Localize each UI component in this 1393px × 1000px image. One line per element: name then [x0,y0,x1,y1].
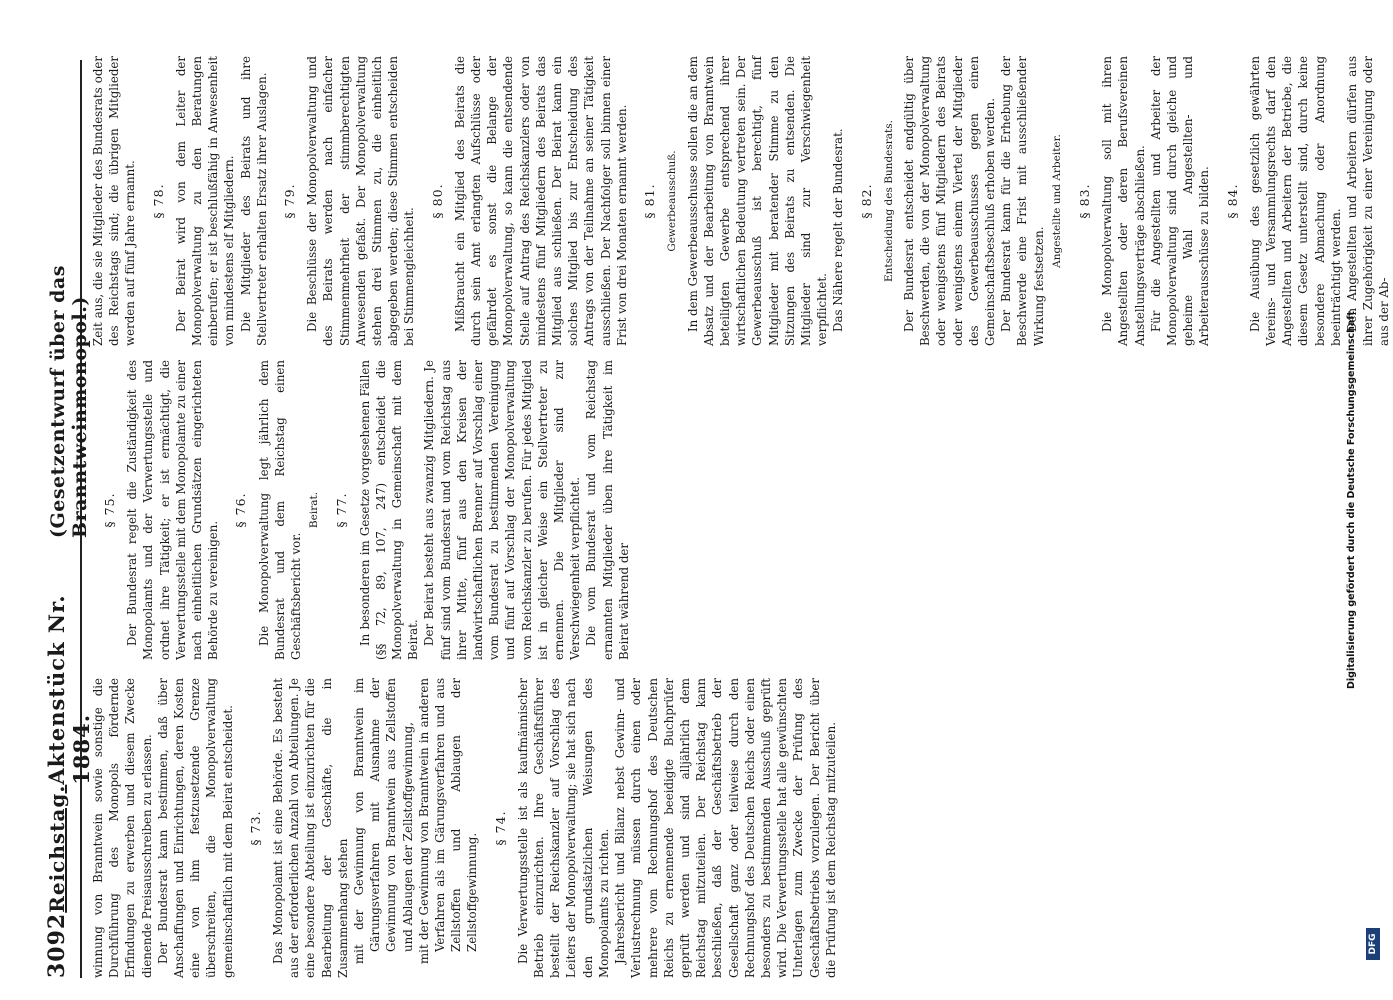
section-heading: § 81. [642,183,658,219]
paragraph: Zeit aus, die sie Mitglieder des Bundesrats oder des Reichstags sind; die übrigen Mitglieder werden auf fünf Jahre ernannt. [91,56,138,346]
section-heading: § 74. [492,810,508,846]
section-heading: § 79. [282,183,298,219]
subheading: Gewerbeausschuß. [666,150,679,252]
paragraph: Die Ausübung des gesetzlich gewährten Vereins- und Versammlungsrechts darf den Angestellten und Arbeitern der Betriebe, die diesem Gesetz unterstellt sind, durch keine besondere Abmachung oder Anordnung beeinträchtigt werden. [1247,56,1343,346]
header-reichstag: Reichstag. [45,784,69,913]
page-number: 3092 [44,912,70,978]
paragraph: Die Monopolverwaltung legt jährlich dem Bundesrat und dem Reichstag einen Geschäftsbericht vor. [256,360,304,660]
paragraph: Jahresbericht und Bilanz nebst Gewinn- und Verlustrechnung müssen durch einen oder mehrere vom Rechnungshof des Deutschen Reichs zu ernennende beeidigte Buchprüfer geprüft werden und sind alljährlich dem Reichstag mitzuteilen. Der Reichstag kann beschließen, daß der Geschäftsbetrieb der Gesellschaft ganz oder teilweise durch den Rechnungshof des Deutschen Reichs oder einen besonders zu bestimmenden Ausschuß geprüft wird. Die Verwertungsstelle hat alle gewünschten Unterlagen zum Zwecke der Prüfung des Geschäftsbetriebs vorzulegen. Der Bericht über die Prüfung ist dem Reichstag mitzuteilen. [613,678,838,978]
paragraph: Die vom Bundesrat und vom Reichstag ernannten Mitglieder üben ihre Tätigkeit im Beirat während der [584,360,631,660]
header-title: Aktenstück Nr. 1884. [44,594,94,785]
paragraph: Die Mitglieder des Beirats und ihre Stellvertreter erhalten Ersatz ihrer Auslagen. [238,56,269,346]
subheading: Angestellte und Arbeiter. [1050,134,1063,268]
section-heading: § 77. [334,492,350,528]
paragraph: Der Bundesrat kann für die Erhebung der Beschwerde eine Frist mit ausschließender Wirkung festsetzen. [999,56,1046,346]
subheading: Beirat. [308,491,321,529]
section-heading: § 82. [858,183,874,219]
section-heading: § 73. [247,810,263,846]
subheading: Entscheidung des Bundesrats. [882,120,895,283]
section-heading: § 75. [102,492,117,528]
paragraph: Die Monopolverwaltung soll mit ihren Angestellten oder deren Berufsvereinen Anstellungsverträge abschließen. [1100,56,1147,346]
paragraph: Der Beirat wird von dem Leiter der Monopolverwaltung zu den Beratungen einberufen; er ist beschlußfähig in Anwesenheit von mindestens elf Mitgliedern. [173,56,237,346]
section-heading: § 78. [150,183,166,219]
digitization-credit: Digitalisierung gefördert durch die Deutsche Forschungsgemeinschaft [1346,311,1357,689]
paragraph: winnung von Branntwein sowie sonstige die Durchführung des Monopols fördernde Erfindungen zu erwerben und diesem Zwecke dienende Preisausschreiben zu erlassen. [91,678,154,978]
page-header [44,60,94,978]
paragraph: In besonderen im Gesetze vorgesehenen Fällen (§§ 72, 89, 107, 247) entscheidet die Monopolverwaltung in Gemeinschaft mit dem Beirat. [357,360,421,660]
section-heading: § 76. [233,492,249,528]
section-heading: § 84. [1224,183,1240,219]
paragraph: In dem Gewerbeausschusse sollen die an dem Absatz und der Bearbeitung von Branntwein beteiligten Gewerbe entsprechend ihrer wirtschaftlichen Bedeutung vertreten sein. Der Gewerbeausschuß ist berechtigt, fünf Mitglieder mit beratender Stimme zu den Sitzungen des Beirats zu entsenden. Die Mitglieder sind zur Verschwiegenheit verpflichtet. [685,56,830,346]
dfg-logo: DFG [1366,928,1380,960]
paragraph: Der Bundesrat regelt die Zuständigkeit des Monopolamts und der Verwertungsstelle und ordnet ihre Tätigkeit; er ist ermächtigt, die Verwertungsstelle mit dem Monopolamte zu einer nach einheitlichen Grundsätzen eingerichteten Behörde zu vereinigen. [125,360,221,660]
paragraph: Der Bundesrat entscheidet endgültig über Beschwerden, die von der Monopolverwaltung oder wenigstens fünf Mitgliedern des Beirats oder wenigstens einem Viertel der Mitglieder des Gewerbeausschusses gegen einen Gemeinschaftsbeschluß erhoben werden. [901,56,997,346]
header-subtitle: (Gesetzentwurf über das Branntweinmonopol.) [47,265,91,538]
paragraph: Den Angestellten und Arbeitern dürfen aus ihrer Zugehörigkeit zu einer Vereinigung oder aus der Ab- [1345,56,1392,346]
section-heading: § 80. [429,183,445,219]
paragraph: Mißbraucht ein Mitglied des Beirats die durch sein Amt erlangten Aufschlüsse oder gefährdet es sonst die Belange der Monopolverwaltung, so kann die entsendende Stelle auf Antrag des Reichskanzlers oder von mindestens fünf Mitgliedern des Beirats das Mitglied aus schließen. Der Beirat kann ein solches Mitglied bis zur Entscheidung des Antrags von der Teilnahme an seiner Tätigkeit ausschließen. Der Nachfolger soll binnen einer Frist von drei Monaten ernannt werden. [452,56,629,346]
paragraph: Das Monopolamt ist eine Behörde. Es besteht aus der erforderlichen Anzahl von Abteilungen. Je eine besondere Abteilung ist einzurichten für die Bearbeitung der Geschäfte, die in Zusammenhang stehen [271,678,350,978]
text-column-1 [90,678,1270,978]
text-column-2 [90,360,1270,660]
paragraph: Das Nähere regelt der Bundesrat. [831,128,846,332]
list-item: mit der Gewinnung von Branntwein in anderen Verfahren als im Gärungsverfahren und aus Zellstoffen und Ablaugen der Zellstoffgewinnung. [416,678,480,964]
list-item: mit der Gewinnung von Branntwein im Gärungsverfahren mit Ausnahme der Gewinnung von Branntwein aus Zellstoffen und Ablaugen der Zellstoffgewinnung, [352,678,415,964]
paragraph: Für die Angestellten und Arbeiter der Monopolverwaltung sind durch gleiche und geheime Wahl Angestellten- und Arbeiterausschüsse zu bilden. [1148,56,1212,346]
section-heading: § 83. [1076,183,1092,219]
paragraph: Der Beirat besteht aus zwanzig Mitgliedern. Je fünf sind vom Bundesrat und vom Reichstag aus ihrer Mitte, fünf aus den Kreisen der landwirtschaftlichen Brenner auf Vorschlag einer vom Bundesrat zu bestimmenden Vereinigung und fünf auf Vorschlag der Monopolverwaltung vom Reichskanzler zu berufen. Für jedes Mitglied ist in gleicher Weise ein Stellvertreter zu ernennen. Die Mitglieder sind zur Verschwiegenheit verpflichtet. [422,360,583,660]
paragraph: Die Beschlüsse der Monopolverwaltung und des Beirats werden nach einfacher Stimmenmehrheit der stimmberechtigten Anwesenden gefaßt. Der Monopolverwaltung stehen drei Stimmen zu, die einheitlich abgegeben werden; diese Stimmen entscheiden bei Stimmengleichheit. [305,56,417,346]
paragraph: Der Bundesrat kann bestimmen, daß über Anschaffungen und Einrichtungen, deren Kosten eine von ihm festzusetzende Grenze überschreiten, die Monopolverwaltung gemeinschaftlich mit dem Beirat entscheidet. [155,678,235,978]
text-column-3 [90,56,1392,346]
paragraph: Die Verwertungsstelle ist als kaufmännischer Betrieb einzurichten. Ihre Geschäftsführer bestellt der Reichskanzler auf Vorschlag des Leiters der Monopolverwaltung; sie hat sich nach den grundsätzlichen Weisungen des Monopolamts zu richten. [515,678,611,978]
